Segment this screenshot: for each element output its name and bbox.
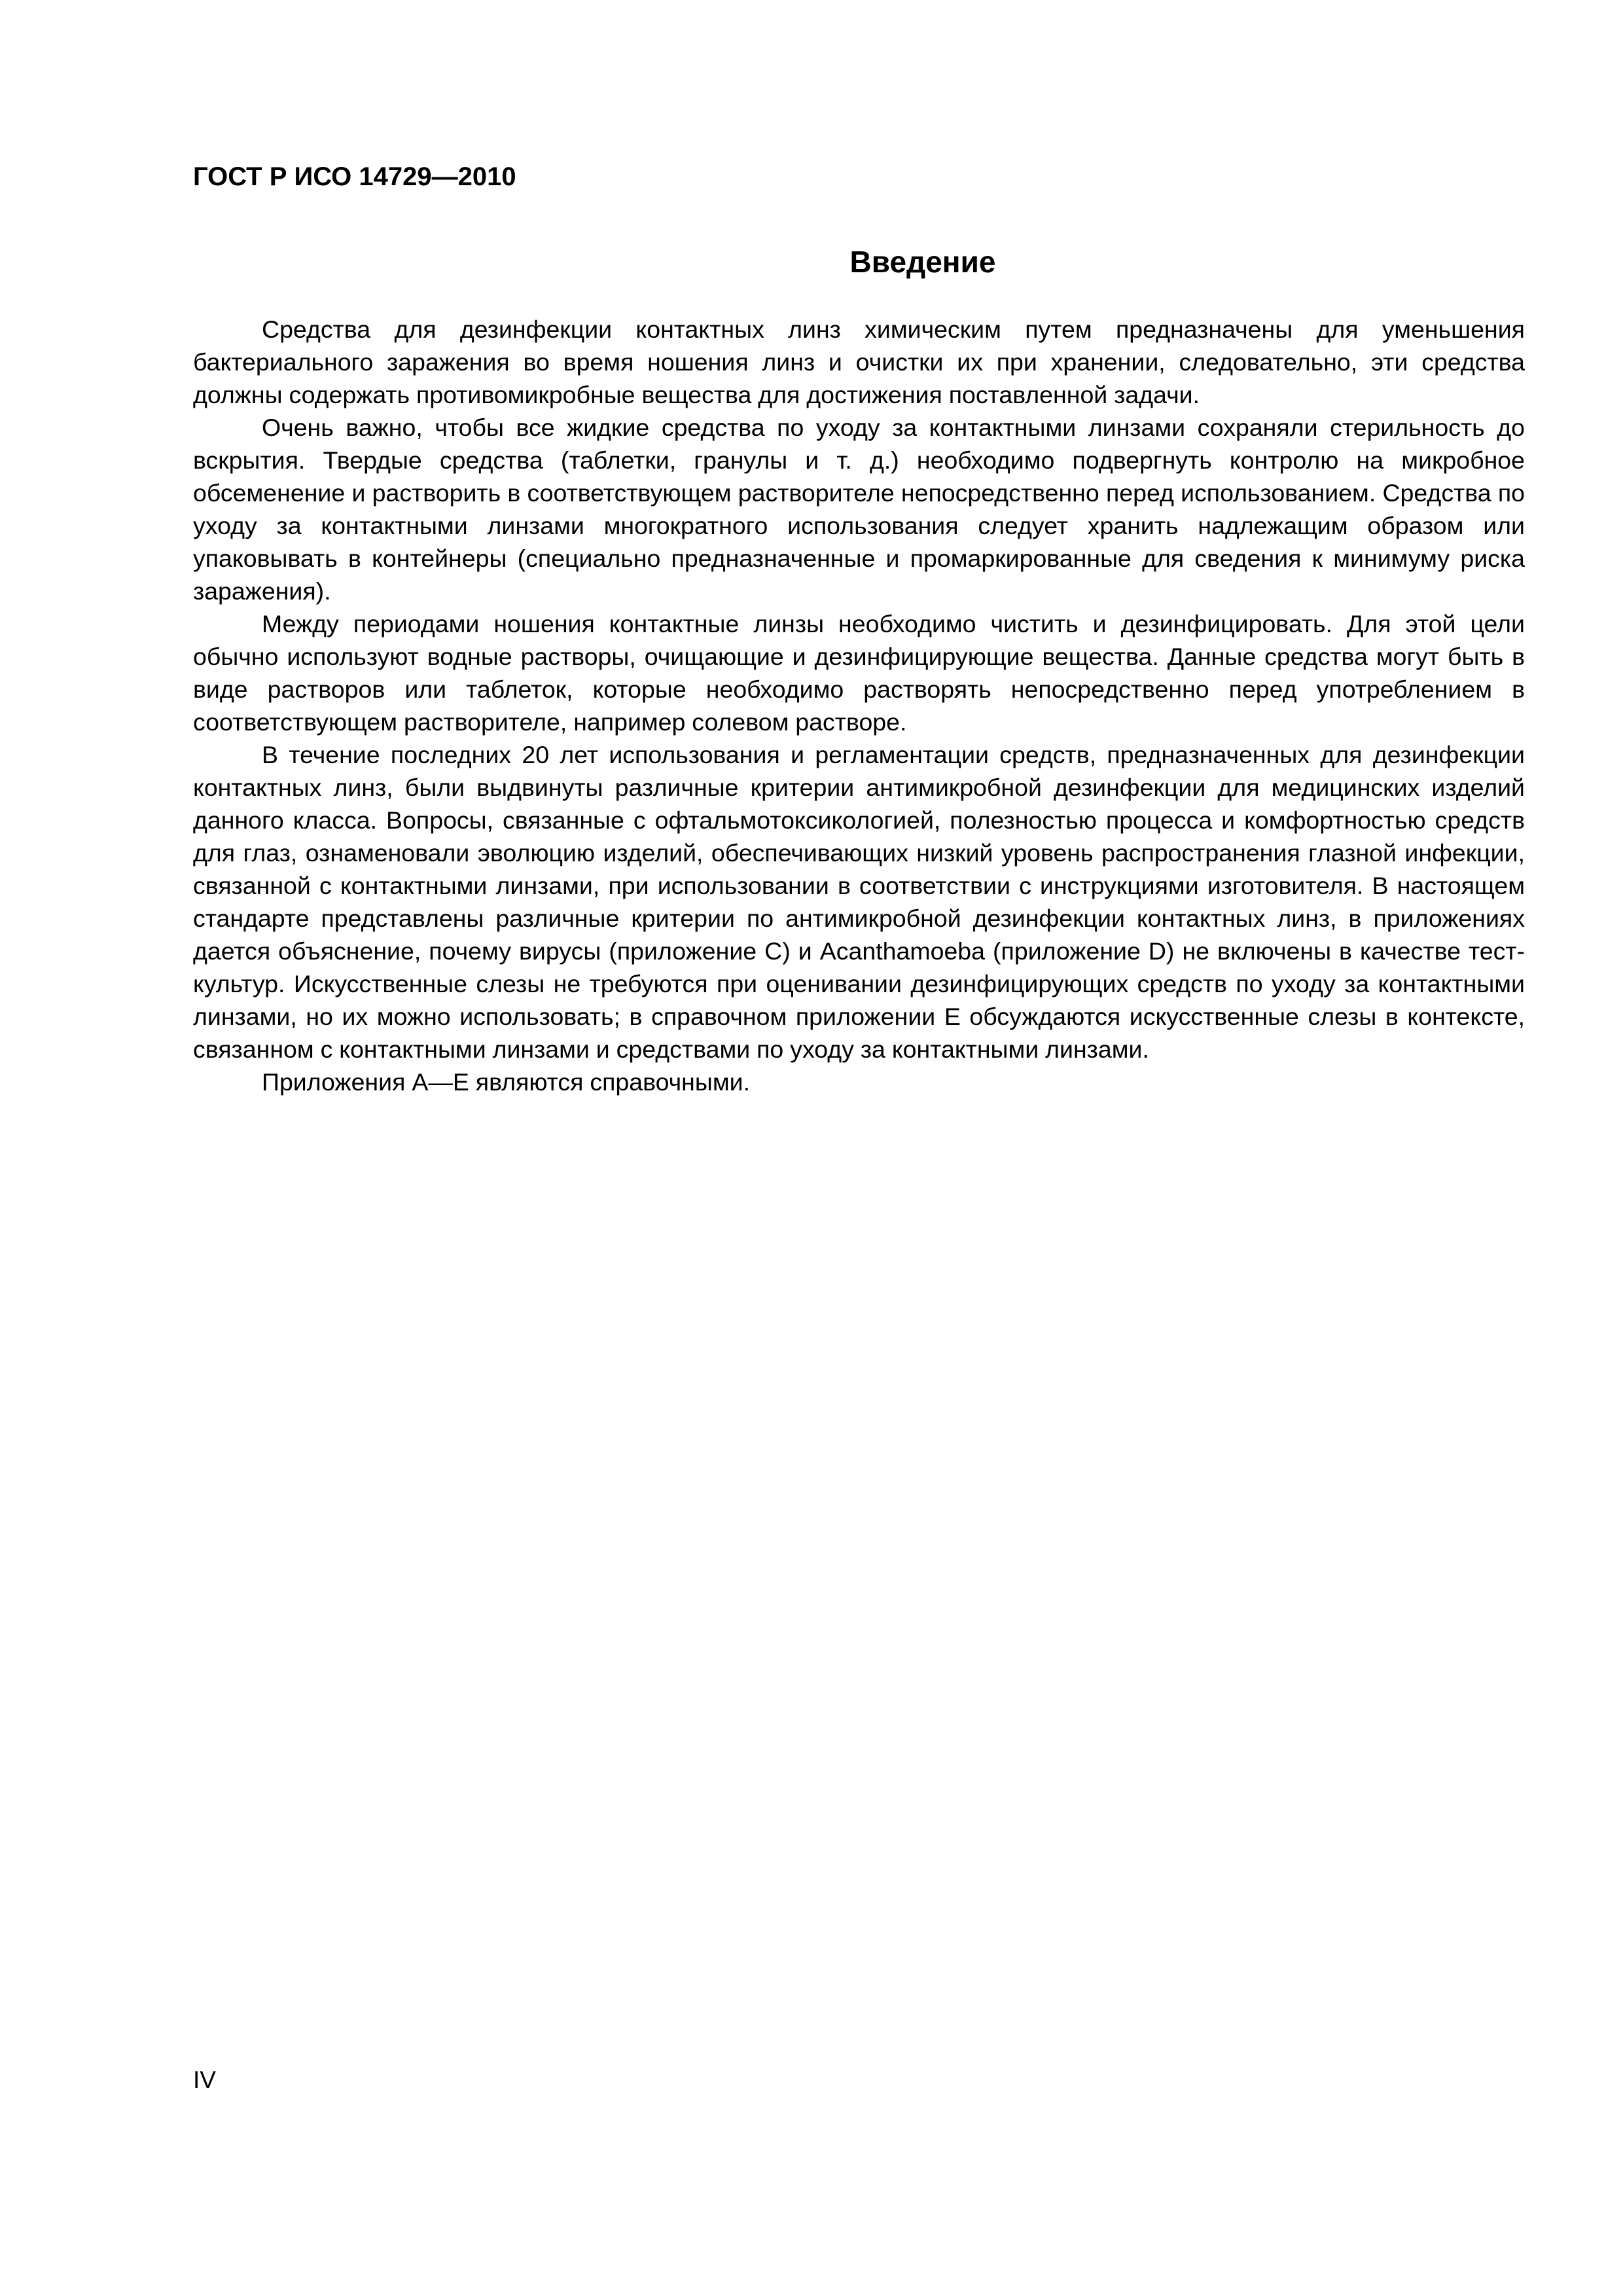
paragraph-3: Между периодами ношения контактные линзы необходимо чистить и дезинфицировать. Для этой цели обычно используют водные растворы, очищающие и дезинфицирующие вещества. Данные средства могут быть в виде растворов или таблеток, которые необходимо растворять непосредственно перед употреблением в соответствующем растворителе, например солевом растворе. bbox=[193, 610, 1525, 736]
body-text bbox=[193, 313, 1525, 1098]
standard-code-header: ГОСТ Р ИСО 14729—2010 bbox=[193, 162, 516, 191]
paragraph-4: В течение последних 20 лет использования и регламентации средств, предназначенных для дезинфекции контактных линз, были выдвинуты различные критерии антимикробной дезинфекции для медицинских изделий данного класса. Вопросы, связанные с офтальмотоксикологией, полезностью процесса и комфортностью средств для глаз, ознаменовали эволюцию изделий, обеспечивающих низкий уровень распространения глазной инфекции, связанной с контактными линзами, при использовании в соответствии с инструкциями изготовителя. В настоящем стандарте представлены различные критерии по антимикробной дезинфекции контактных линз, в приложениях дается объяснение, почему вирусы (приложение С) и Acanthamoeba (приложение D) не включены в качестве тест-культур. Искусственные слезы не требуются при оценивании дезинфицирующих средств по уходу за контактными линзами, но их можно использовать; в справочном приложении Е обсуждаются искусственные слезы в контексте, связанном с контактными линзами и средствами по уходу за контактными линзами. bbox=[193, 741, 1525, 1063]
page-number: IV bbox=[193, 2066, 216, 2093]
paragraph-1: Средства для дезинфекции контактных линз химическим путем предназначены для уменьшения бактериального заражения во время ношения линз и очистки их при хранении, следовательно, эти средства должны содержать противомикробные вещества для достижения поставленной задачи. bbox=[193, 315, 1525, 408]
section-title: Введение bbox=[849, 245, 996, 279]
paragraph-2: Очень важно, чтобы все жидкие средства по уходу за контактными линзами сохраняли стерильность до вскрытия. Твердые средства (таблетки, гранулы и т. д.) необходимо подвергнуть контролю на микробное обсеменение и растворить в соответствующем растворителе непосредственно перед использованием. Средства по уходу за контактными линзами многократного использования следует хранить надлежащим образом или упаковывать в контейнеры (специально предназначенные и промаркированные для сведения к минимуму риска заражения). bbox=[193, 414, 1525, 605]
paragraph-5: Приложения А—Е являются справочными. bbox=[262, 1068, 750, 1096]
